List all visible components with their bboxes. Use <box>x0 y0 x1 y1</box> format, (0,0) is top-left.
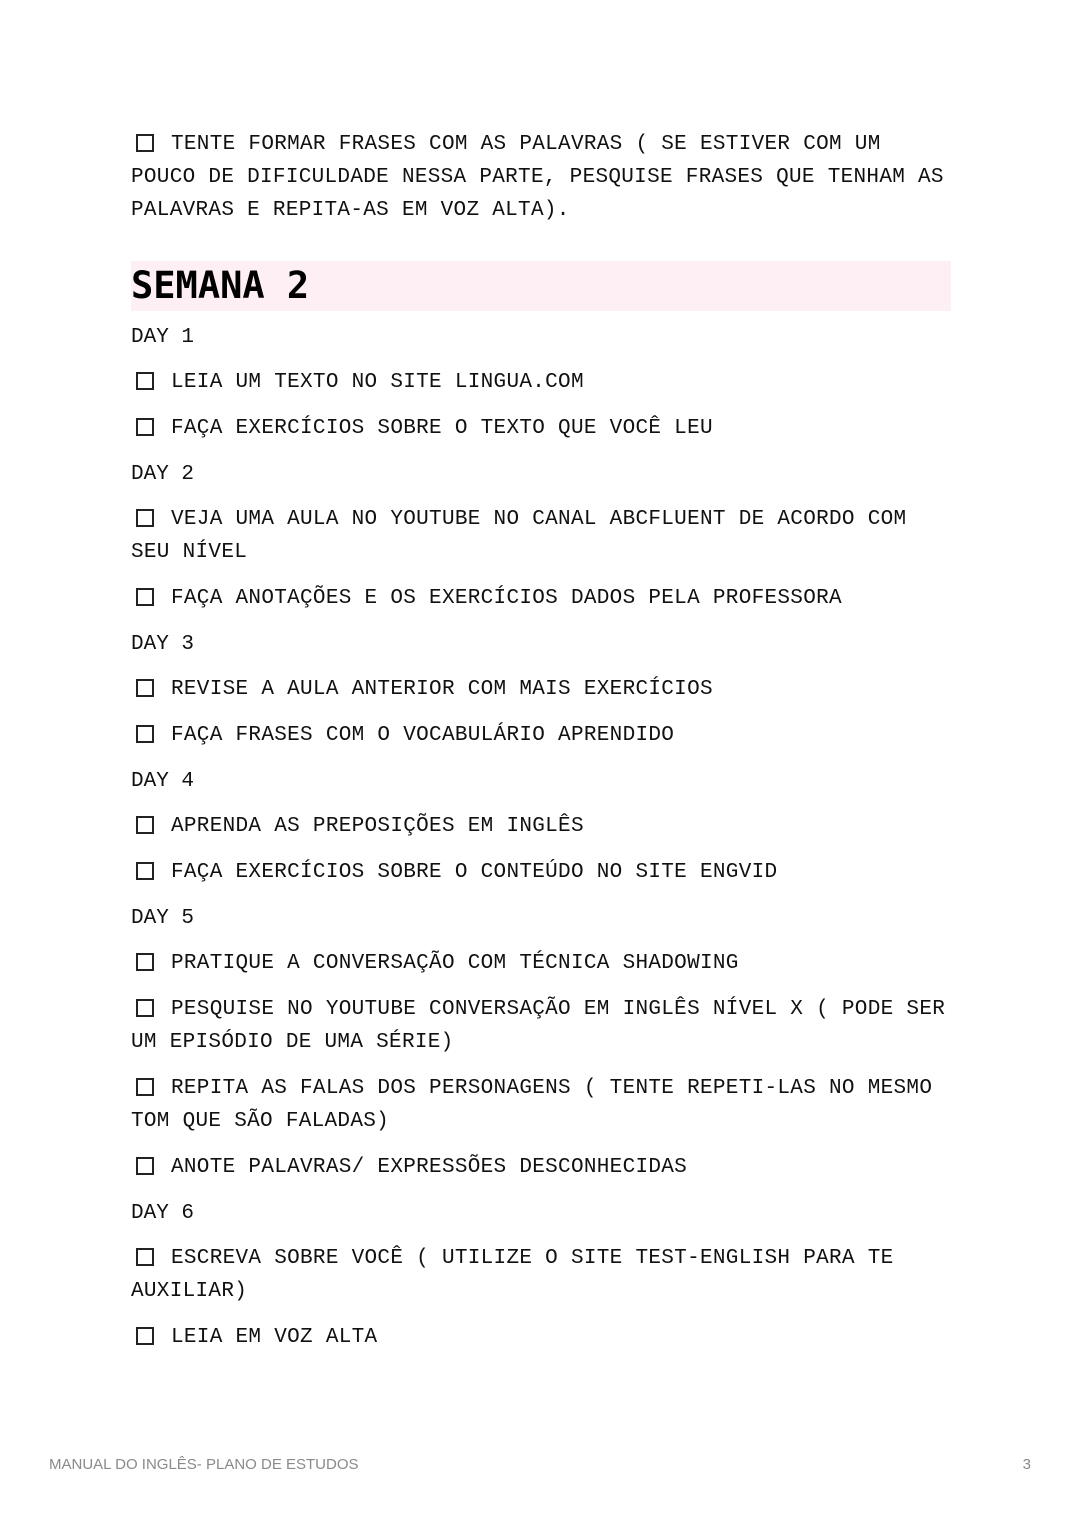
checkbox[interactable] <box>136 862 154 880</box>
checklist-item <box>131 1072 951 1138</box>
checklist-item-text: VEJA UMA AULA NO YOUTUBE NO CANAL ABCFLUENT DE ACORDO COM SEU NÍVEL <box>131 508 907 564</box>
checklist-item <box>131 947 951 980</box>
checklist-item <box>131 673 951 706</box>
checkbox[interactable] <box>136 816 154 834</box>
checklist-item <box>131 582 951 615</box>
checkbox[interactable] <box>136 588 154 606</box>
checkbox[interactable] <box>136 372 154 390</box>
checklist-item-text: LEIA EM VOZ ALTA <box>171 1326 378 1349</box>
checkbox[interactable] <box>136 679 154 697</box>
checklist-item-text: APRENDA AS PREPOSIÇÕES EM INGLÊS <box>171 815 584 838</box>
checkbox[interactable] <box>136 1248 154 1266</box>
checklist-item-text: PESQUISE NO YOUTUBE CONVERSAÇÃO EM INGLÊS NÍVEL X ( PODE SER UM EPISÓDIO DE UMA SÉRIE) <box>131 998 946 1054</box>
checklist-item-text: FAÇA EXERCÍCIOS SOBRE O CONTEÚDO NO SITE ENGVID <box>171 861 778 884</box>
page-content <box>131 128 951 1367</box>
checkbox[interactable] <box>136 725 154 743</box>
checklist-item-text: ANOTE PALAVRAS/ EXPRESSÕES DESCONHECIDAS <box>171 1156 688 1179</box>
day-label: DAY 3 <box>131 633 195 656</box>
checklist-item <box>131 719 951 752</box>
checklist-item <box>131 1242 951 1308</box>
checkbox[interactable] <box>136 509 154 527</box>
day-list <box>131 321 951 1354</box>
checklist-item <box>131 1321 951 1354</box>
checklist-item <box>131 412 951 445</box>
checklist-item-text: ESCREVA SOBRE VOCÊ ( UTILIZE O SITE TEST-ENGLISH PARA TE AUXILIAR) <box>131 1247 894 1303</box>
checklist-item <box>131 366 951 399</box>
checklist-item <box>131 503 951 569</box>
checklist-item <box>131 856 951 889</box>
checklist-item-text: TENTE FORMAR FRASES COM AS PALAVRAS ( SE ESTIVER COM UM POUCO DE DIFICULDADE NESSA PARTE, PESQUISE FRASES QUE TENHAM AS PALAVRAS E REPITA-AS EM VOZ ALTA). <box>131 133 944 222</box>
checklist-item-text: REPITA AS FALAS DOS PERSONAGENS ( TENTE REPETI-LAS NO MESMO TOM QUE SÃO FALADAS) <box>131 1077 933 1133</box>
day-label: DAY 6 <box>131 1202 195 1225</box>
checklist-item <box>131 993 951 1059</box>
footer-title: MANUAL DO INGLÊS- PLANO DE ESTUDOS <box>49 1456 359 1473</box>
checklist-item <box>131 810 951 843</box>
checkbox[interactable] <box>136 418 154 436</box>
checkbox[interactable] <box>136 1078 154 1096</box>
section-heading <box>131 261 951 311</box>
checkbox[interactable] <box>136 953 154 971</box>
checklist-item-text: FAÇA FRASES COM O VOCABULÁRIO APRENDIDO <box>171 724 675 747</box>
day-label: DAY 4 <box>131 770 195 793</box>
checklist-item-text: FAÇA ANOTAÇÕES E OS EXERCÍCIOS DADOS PELA PROFESSORA <box>171 587 842 610</box>
checklist-item-text: FAÇA EXERCÍCIOS SOBRE O TEXTO QUE VOCÊ LEU <box>171 417 713 440</box>
day-label: DAY 1 <box>131 326 195 349</box>
checkbox[interactable] <box>136 1327 154 1345</box>
checkbox[interactable] <box>136 1157 154 1175</box>
day-label: DAY 5 <box>131 907 195 930</box>
checkbox[interactable] <box>136 999 154 1017</box>
checklist-item-text: PRATIQUE A CONVERSAÇÃO COM TÉCNICA SHADOWING <box>171 952 739 975</box>
checklist-item <box>131 128 951 227</box>
section-title: SEMANA 2 <box>131 264 310 307</box>
checkbox[interactable] <box>136 134 154 152</box>
checklist-item-text: LEIA UM TEXTO NO SITE LINGUA.COM <box>171 371 584 394</box>
day-label: DAY 2 <box>131 463 195 486</box>
page-footer <box>49 1456 1031 1473</box>
page-number: 3 <box>1022 1456 1031 1473</box>
checklist-item-text: REVISE A AULA ANTERIOR COM MAIS EXERCÍCIOS <box>171 678 713 701</box>
checklist-item <box>131 1151 951 1184</box>
